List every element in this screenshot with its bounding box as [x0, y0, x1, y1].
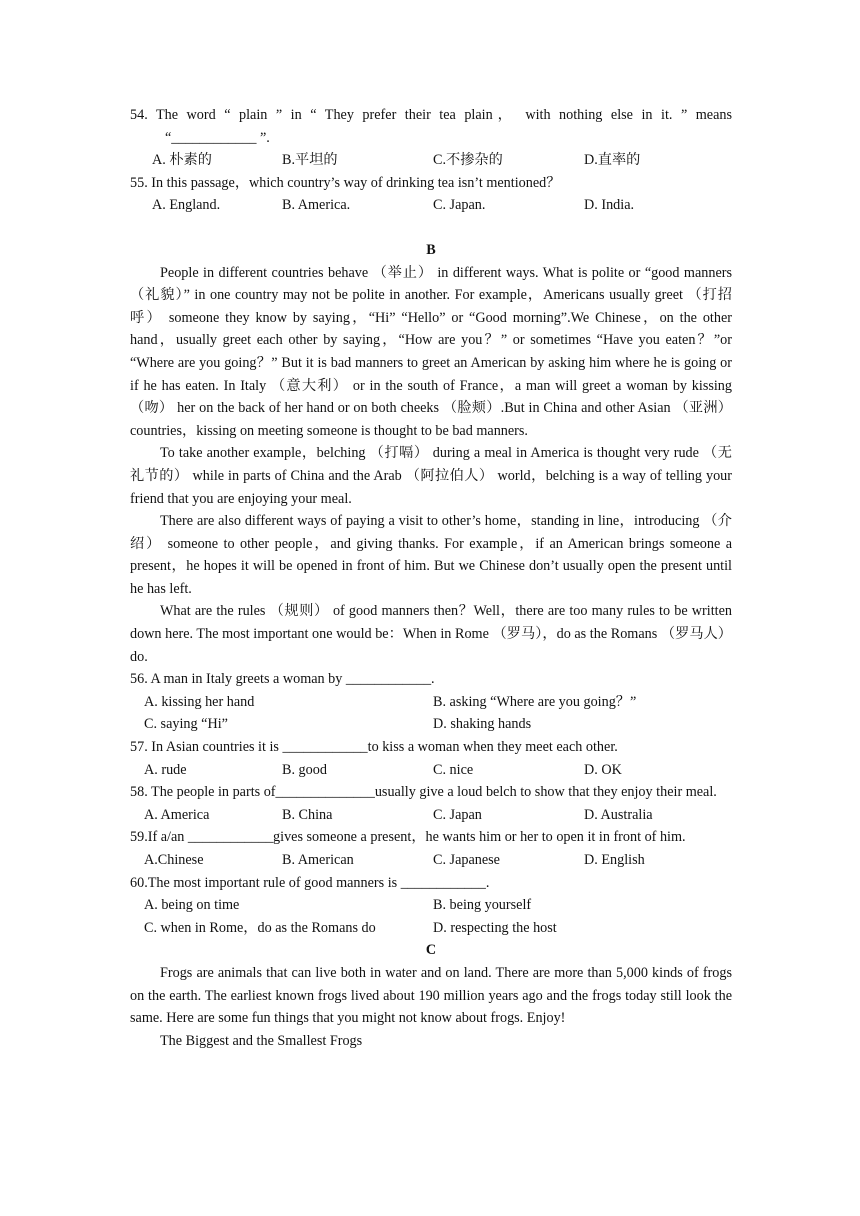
option-b[interactable]: B. China	[282, 806, 333, 823]
section-b-heading: B	[426, 241, 436, 258]
passage-c	[130, 962, 732, 1052]
question-54-stem: 54. The word “ plain ” in “ They prefer their tea plain， with nothing else in it. ” means	[130, 107, 732, 123]
option-d[interactable]: D. shaking hands	[433, 716, 532, 733]
option-c[interactable]: C. saying “Hi”	[144, 716, 228, 733]
option-a[interactable]: A. rude	[144, 761, 187, 778]
option-a[interactable]: A. America	[144, 806, 210, 823]
passage-b-paragraph-2: To take another example，belching （打嗝） during a meal in America is thought very rude （无礼节的） while in parts of China and the Arab （阿拉伯人） world，belching is a way of telling your friend that you are enjoying your meal.	[130, 445, 732, 507]
question-58-options	[130, 804, 732, 827]
question-59-stem: 59.If a/an ____________gives someone a present，he wants him or her to open it in front of him.	[130, 829, 686, 846]
passage-b-paragraph-3: There are also different ways of paying a visit to other’s home，standing in line，introducing （介绍） someone to other people，and giving thanks. For example，if an American brings someone a present，he hopes it will be opened in front of him. But we Chinese don’t usually open the present until he has left.	[130, 513, 732, 597]
spacer	[130, 217, 732, 239]
option-d[interactable]: D. OK	[584, 761, 622, 778]
option-a[interactable]: A. being on time	[144, 897, 240, 914]
question-56-options	[130, 691, 732, 736]
option-b[interactable]: B.平坦的	[282, 152, 338, 169]
option-d[interactable]: D. India.	[584, 197, 635, 214]
question-55-stem: 55. In this passage，which country’s way of drinking tea isn’t mentioned？	[130, 174, 561, 191]
option-c[interactable]: C. nice	[433, 761, 474, 778]
question-54-stem-blank: “____________ ”.	[165, 129, 270, 146]
passage-b-paragraph-1: People in different countries behave （举止） in different ways. What is polite or “good manners （礼貌）” in one country may not be polite in another. For example，Americans usually greet （打招呼） someone they know by saying，“Hi” “Hello” or “Good morning”.We Chinese，on the other hand，usually greet each other by saying，“How are you？” or sometimes “Have you eaten？”or “Where are you going？” But it is bad manners to greet an American by asking him where he is going or if he has eaten. In Italy （意大利） or in the south of France，a man will greet a woman by kissing （吻） her on the back of her hand or on both cheeks （脸颊）.But in China and other Asian （亚洲） countries，kissing on meeting someone is thought to be bad manners.	[130, 264, 732, 439]
option-d[interactable]: D. English	[584, 852, 645, 868]
option-a[interactable]: A.Chinese	[144, 852, 204, 868]
option-d[interactable]: D. respecting the host	[433, 919, 557, 936]
question-56-stem: 56. A man in Italy greets a woman by ____________.	[130, 671, 435, 688]
option-c[interactable]: C. Japan.	[433, 197, 486, 214]
question-58-stem: 58. The people in parts of______________usually give a loud belch to show that they enjoy their meal.	[130, 784, 717, 801]
option-c[interactable]: C. Japan	[433, 806, 482, 823]
option-b[interactable]: B. being yourself	[433, 897, 532, 914]
option-b[interactable]: B. good	[282, 761, 327, 778]
option-b[interactable]: B. American	[282, 852, 354, 868]
option-d[interactable]: D.直率的	[584, 152, 641, 169]
option-c[interactable]: C. Japanese	[433, 852, 500, 868]
question-54-options	[130, 149, 732, 172]
option-d[interactable]: D. Australia	[584, 806, 653, 823]
question-57-stem: 57. In Asian countries it is ____________to kiss a woman when they meet each other.	[130, 739, 618, 756]
option-a[interactable]: A. 朴素的	[152, 152, 212, 169]
passage-c-subheading: The Biggest and the Smallest Frogs	[160, 1032, 363, 1049]
option-b[interactable]: B. asking “Where are you going？”	[433, 693, 637, 710]
option-b[interactable]: B. America.	[282, 197, 351, 214]
question-55-options	[130, 194, 732, 217]
option-a[interactable]: A. kissing her hand	[144, 693, 255, 710]
passage-c-paragraph: Frogs are animals that can live both in water and on land. There are more than 5,000 kinds of frogs on the earth. The earliest known frogs lived about 190 million years ago and the frogs today still look the same. Here are some fun things that you might not know about frogs. Enjoy!	[130, 964, 732, 1027]
page-content	[130, 104, 732, 1052]
passage-b	[130, 262, 732, 669]
question-59-options	[130, 849, 732, 872]
passage-b-paragraph-4: What are the rules （规则） of good manners then？Well，there are too many rules to be written down here. The most important one would be：When in Rome （罗马），do as the Romans （罗马人） do.	[130, 603, 732, 665]
option-c[interactable]: C. when in Rome，do as the Romans do	[144, 919, 376, 936]
question-57-options	[130, 759, 732, 782]
section-c-heading: C	[425, 942, 437, 959]
question-60-stem: 60.The most important rule of good manners is ____________.	[130, 874, 490, 891]
option-a[interactable]: A. England.	[152, 197, 221, 214]
question-60-options	[130, 894, 732, 939]
option-c[interactable]: C.不掺杂的	[433, 152, 503, 169]
